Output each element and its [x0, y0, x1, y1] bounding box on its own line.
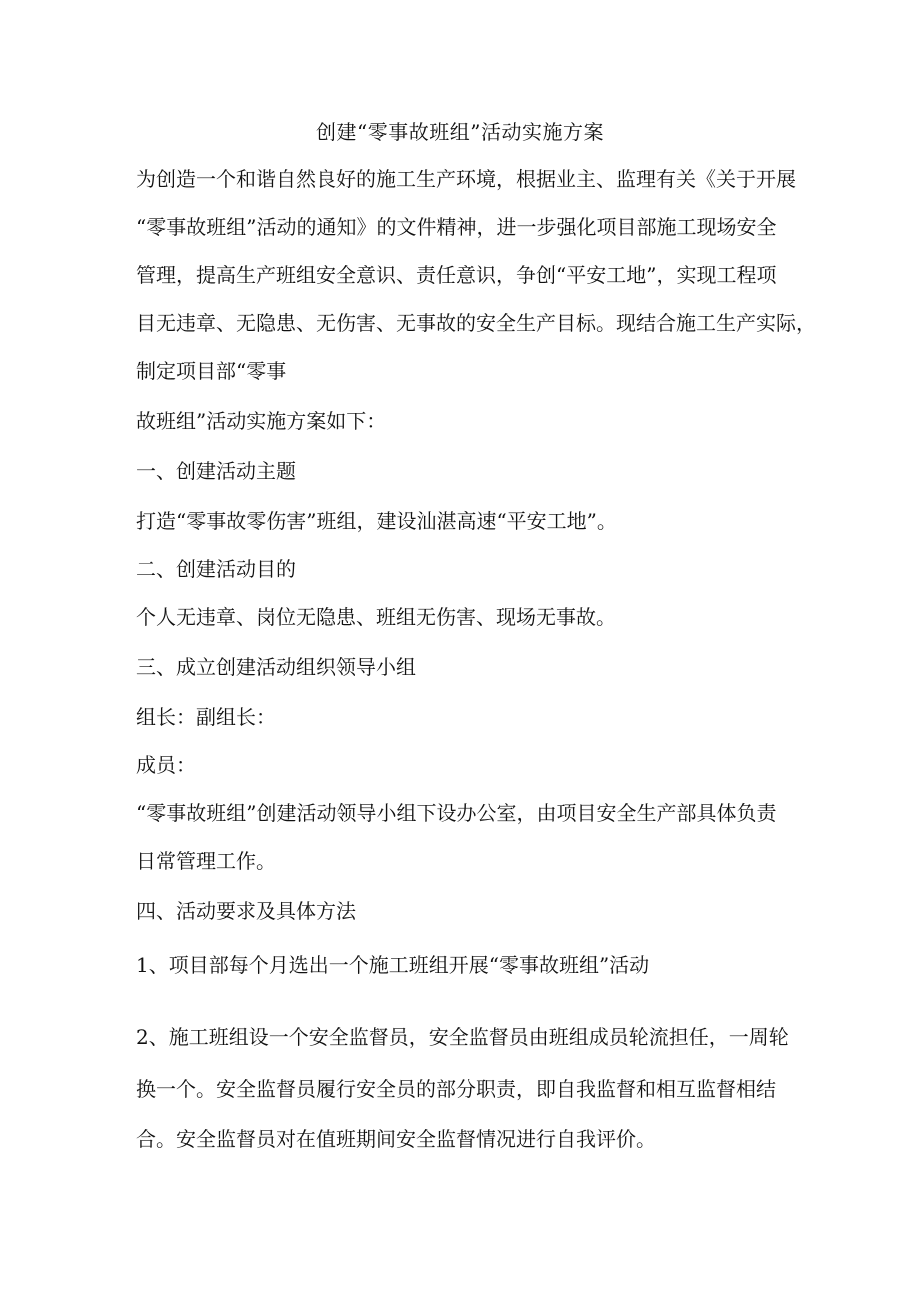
- item-2-line-1: 2、施工班组设一个安全监督员，安全监督员由班组成员轮流担任，一周轮: [136, 1025, 789, 1049]
- section-1-text: 打造“零事故零伤害”班组，建设汕湛高速“平安工地”。: [136, 509, 617, 533]
- item-2-line-3: 合。安全监督员对在值班期间安全监督情况进行自我评价。: [136, 1127, 656, 1151]
- section-3-heading: 三、成立创建活动组织领导小组: [136, 655, 416, 679]
- section-2-heading: 二、创建活动目的: [136, 557, 296, 581]
- section-3-office-line-1: “零事故班组”创建活动领导小组下设办公室，由项目安全生产部具体负责: [136, 801, 777, 825]
- document-title: 创建“零事故班组”活动实施方案: [316, 120, 604, 144]
- section-3-leaders: 组长：副组长：: [136, 705, 276, 729]
- intro-line-5: 制定项目部“零事: [136, 359, 287, 383]
- item-2-line-2: 换一个。安全监督员履行安全员的部分职责，即自我监督和相互监督相结: [136, 1077, 776, 1101]
- intro-line-6: 故班组”活动实施方案如下：: [136, 409, 387, 433]
- section-3-office-line-2: 日常管理工作。: [136, 849, 276, 873]
- section-4-heading: 四、活动要求及具体方法: [136, 899, 356, 923]
- intro-line-3: 管理，提高生产班组安全意识、责任意识，争创“平安工地”，实现工程项: [136, 263, 777, 287]
- section-3-members: 成员：: [136, 753, 196, 777]
- intro-line-2: “零事故班组”活动的通知》的文件精神，进一步强化项目部施工现场安全: [136, 215, 777, 239]
- section-2-text: 个人无违章、岗位无隐患、班组无伤害、现场无事故。: [136, 605, 616, 629]
- intro-line-4: 目无违章、无隐患、无伤害、无事故的安全生产目标。现结合施工生产实际，: [136, 311, 816, 335]
- section-1-heading: 一、创建活动主题: [136, 459, 296, 483]
- intro-line-1: 为创造一个和谐自然良好的施工生产环境，根据业主、监理有关《关于开展: [136, 167, 796, 191]
- item-1: 1、项目部每个月选出一个施工班组开展“零事故班组”活动: [136, 953, 650, 977]
